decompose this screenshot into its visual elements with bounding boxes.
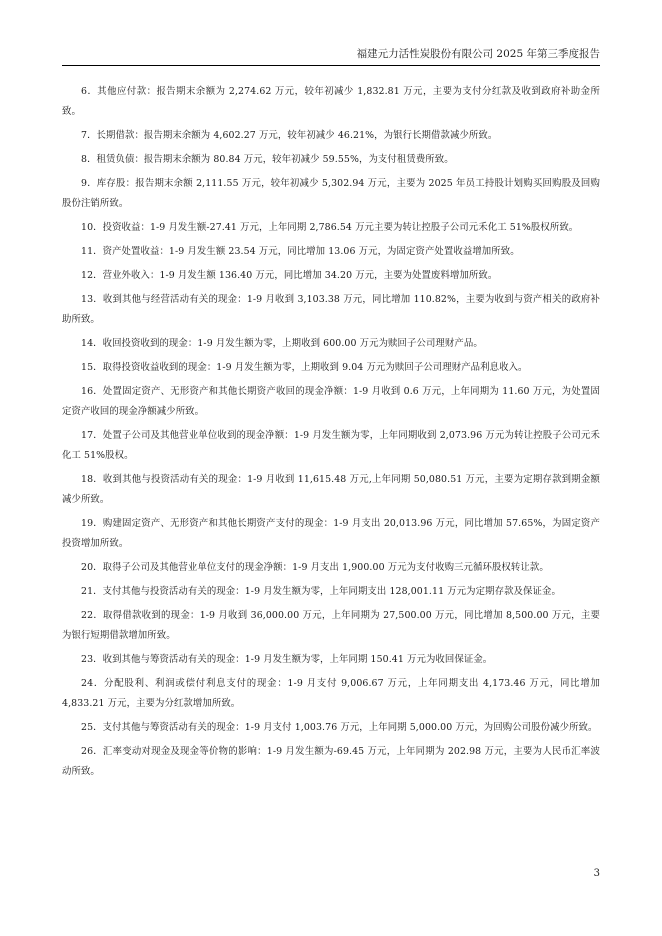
note-paragraph-20: 20．取得子公司及其他营业单位支付的现金净额：1-9 月支出 1,900.00 万元为支付收购三元循环股权转让款。 xyxy=(81,562,549,573)
note-paragraph-14: 14．收回投资收到的现金：1-9 月发生额为零，上期收到 600.00 万元为赎回子公司理财产品。 xyxy=(81,338,483,349)
note-paragraph-19: 19．购建固定资产、无形资产和其他长期资产支付的现金：1-9 月支出 20,013.96 万元，同比增加 57.65%，为固定资产投资增加所致。 xyxy=(62,518,600,549)
note-paragraph-25: 25．支付其他与筹资活动有关的现金：1-9 月支付 1,003.76 万元，上年同期 5,000.00 万元，为回购公司股份减少所致。 xyxy=(81,722,598,733)
note-paragraph-9: 9．库存股：报告期末余额 2,111.55 万元，较年初减少 5,302.94 万元，主要为 2025 年员工持股计划购买回购股及回购股份注销所致。 xyxy=(62,178,600,209)
note-paragraph-7: 7．长期借款：报告期末余额为 4,602.27 万元，较年初减少 46.21%，为银行长期借款减少所致。 xyxy=(81,130,498,141)
note-paragraph-24: 24．分配股利、利润或偿付利息支付的现金：1-9 月支付 9,006.67 万元，上年同期支出 4,173.46 万元，同比增加 4,833.21 万元，主要为分红款增加所致。 xyxy=(62,678,600,709)
note-paragraph-26: 26．汇率变动对现金及现金等价物的影响：1-9 月发生额为-69.45 万元，上年同期为 202.98 万元，主要为人民币汇率波动所致。 xyxy=(62,746,600,777)
note-paragraph-12: 12．营业外收入：1-9 月发生额 136.40 万元，同比增加 34.20 万元，主要为处置废料增加所致。 xyxy=(81,270,498,281)
note-paragraph-15: 15．取得投资收益收到的现金：1-9 月发生额为零，上期收到 9.04 万元为赎回子公司理财产品利息收入。 xyxy=(81,362,528,373)
note-paragraph-23: 23．收到其他与筹资活动有关的现金：1-9 月发生额为零，上年同期 150.41 万元为收回保证金。 xyxy=(81,654,493,665)
note-paragraph-16: 16．处置固定资产、无形资产和其他长期资产收回的现金净额：1-9 月收到 0.6 万元，上年同期为 11.60 万元，为处置固定资产收回的现金净额减少所致。 xyxy=(62,386,600,417)
note-paragraph-17: 17．处置子公司及其他营业单位收到的现金净额：1-9 月发生额为零，上年同期收到 2,073.96 万元为转让控股子公司元禾化工 51%股权。 xyxy=(62,430,600,461)
note-paragraph-13: 13．收到其他与经营活动有关的现金：1-9 月收到 3,103.38 万元，同比增加 110.82%，主要为收到与资产相关的政府补助所致。 xyxy=(62,294,600,325)
page-number: 3 xyxy=(593,868,600,879)
note-paragraph-10: 10．投资收益：1-9 月发生额-27.41 万元，上年同期 2,786.54 万元主要为转让控股子公司元禾化工 51%股权所致。 xyxy=(81,222,579,233)
note-paragraph-21: 21．支付其他与投资活动有关的现金：1-9 月发生额为零，上年同期支出 128,001.11 万元为定期存款及保证金。 xyxy=(81,586,561,597)
note-paragraph-8: 8．租赁负债：报告期末余额为 80.84 万元，较年初减少 59.55%，为支付租赁费所致。 xyxy=(81,154,454,165)
note-paragraph-6: 6．其他应付款：报告期末余额为 2,274.62 万元，较年初减少 1,832.81 万元，主要为支付分红款及收到政府补助金所致。 xyxy=(62,86,600,117)
report-header: 福建元力活性炭股份有限公司 2025 年第三季度报告 xyxy=(62,46,600,66)
note-paragraph-22: 22．取得借款收到的现金：1-9 月收到 36,000.00 万元，上年同期为 27,500.00 万元，同比增加 8,500.00 万元，主要为银行短期借款增加所致。 xyxy=(62,610,600,641)
notes-body xyxy=(62,82,600,786)
note-paragraph-11: 11．资产处置收益：1-9 月发生额 23.54 万元，同比增加 13.06 万元，为固定资产处置收益增加所致。 xyxy=(81,246,520,257)
note-paragraph-18: 18．收到其他与投资活动有关的现金：1-9 月收到 11,615.48 万元,上年同期 50,080.51 万元，主要为定期存款到期金额减少所致。 xyxy=(62,474,600,505)
